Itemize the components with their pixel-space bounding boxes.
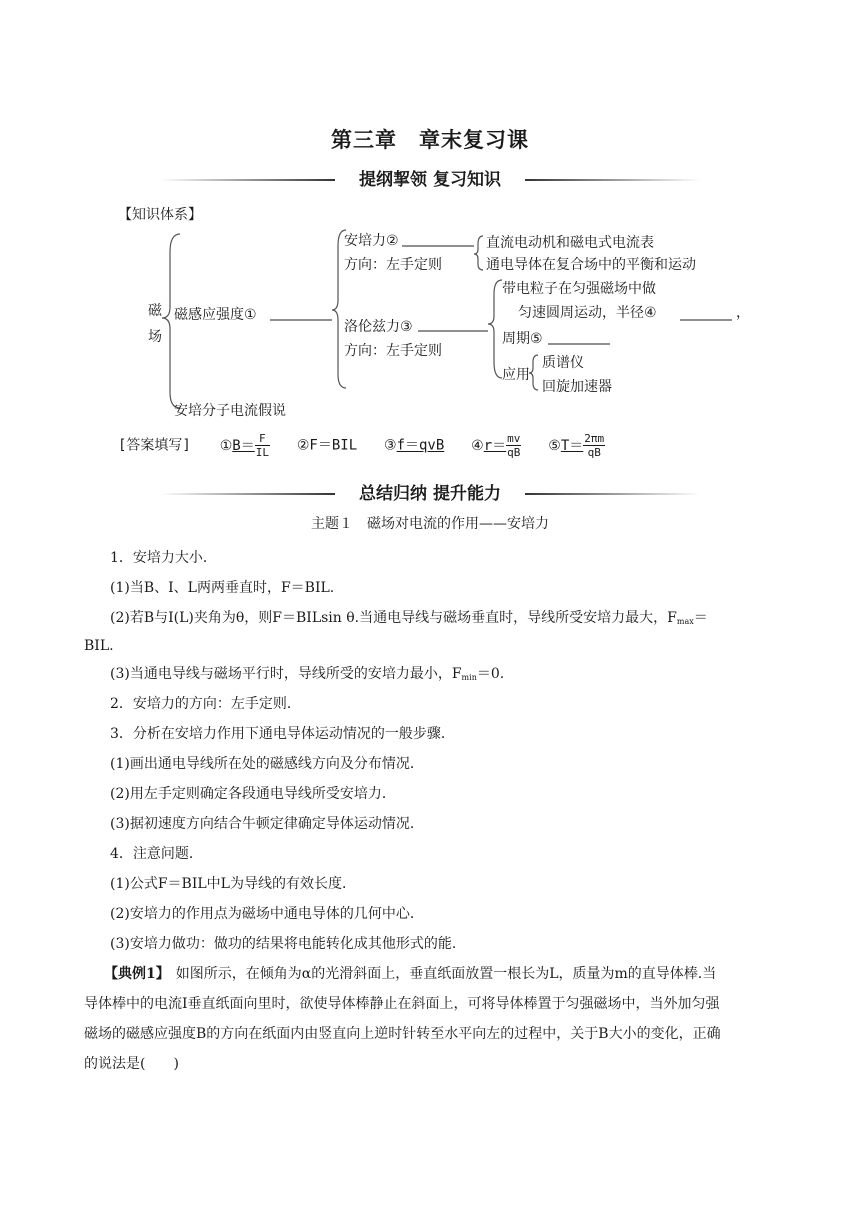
para-5: 2．安培力的方向：左手定则． — [110, 696, 301, 712]
para-2: (1)当B、I、L两两垂直时，F＝BIL. — [110, 580, 335, 596]
example-tag: 【典例1】 — [104, 966, 170, 982]
para-6: 3．分析在安培力作用下通电导体运动情况的一般步骤． — [110, 726, 455, 742]
section-divider-right — [525, 179, 700, 181]
node-charged-line2: 匀速圆周运动，半径④ — [518, 305, 657, 321]
answer-5: ⑤T＝ $\frac{2\pi m}{qB}$ — [548, 432, 605, 459]
para-4: (3)当通电导线与磁场平行时，导线所受的安培力最小，$F_{min}=0$. — [110, 666, 505, 682]
section-title: 提纲挈领 复习知识 — [359, 170, 501, 190]
para-3: (2)若B与I(L)夹角为θ，则F＝BILsin θ.当通电导线与磁场垂直时，导线所受安培力最大，$F_{max}=$ — [110, 610, 708, 626]
node-lorentz-force: 洛伦兹力③ — [344, 319, 413, 335]
section-title: 总结归纳 提升能力 — [359, 484, 501, 504]
node-app-motor: 直流电动机和磁电式电流表 — [486, 235, 654, 251]
section-header-review — [120, 168, 740, 192]
node-period: 周期⑤ — [502, 331, 543, 347]
root-char-1: 磁 — [148, 303, 162, 319]
para-13: (3)安培力做功：做功的结果将电能转化成其他形式的能． — [110, 936, 466, 952]
para-7: (1)画出通电导线所在处的磁感线方向及分布情况． — [110, 756, 424, 772]
answer-label: [答案填写] — [118, 437, 191, 454]
node-app-composite: 通电导体在复合场中的平衡和运动 — [486, 257, 696, 273]
answer-line — [118, 432, 605, 459]
para-1: 1．安培力大小． — [110, 550, 217, 566]
node-cyclotron: 回旋加速器 — [542, 379, 612, 395]
answer-3: ③f＝qvB — [384, 437, 445, 454]
node-b-strength: 磁感应强度① — [174, 307, 257, 323]
para-11: (1)公式F＝BIL中L为导线的有效长度． — [110, 876, 356, 892]
node-hypothesis: 安培分子电流假说 — [174, 403, 286, 419]
section-divider-right — [525, 493, 700, 495]
example-line-2: 导体棒中的电流I垂直纸面向里时，欲使导体棒静止在斜面上，可将导体棒置于匀强磁场中，当外加匀强 — [84, 996, 720, 1012]
bracket-charged — [488, 280, 502, 378]
page-title: 第三章 章末复习课 — [331, 128, 529, 152]
node-ampere-direction: 方向：左手定则 — [344, 257, 442, 273]
node-lorentz-direction: 方向：左手定则 — [344, 343, 442, 359]
section-header-summary — [120, 482, 740, 506]
para-12: (2)安培力的作用点为磁场中通电导体的几何中心． — [110, 906, 424, 922]
node-ampere-force: 安培力② — [344, 233, 399, 249]
answer-2: ②F＝BIL — [296, 437, 358, 454]
node-comma: ， — [736, 305, 750, 321]
para-3-cont: BIL. — [84, 638, 114, 654]
node-spectrometer: 质谱仪 — [542, 355, 584, 371]
node-apply: 应用 — [502, 367, 530, 383]
example-line-4: 的说法是( ) — [84, 1056, 179, 1072]
example-line-1: 【典例1】 如图所示，在倾角为α的光滑斜面上，垂直纸面放置一根长为L，质量为m的直导体棒.当 — [104, 966, 717, 982]
para-8: (2)用左手定则确定各段通电导线所受安培力． — [110, 786, 396, 802]
answer-1: ①B＝ $\frac{F}{IL}$ — [219, 432, 269, 459]
para-9: (3)据初速度方向结合牛顿定律确定导体运动情况． — [110, 816, 424, 832]
answer-4: ④r＝ $\frac{mv}{qB}$ — [471, 432, 521, 459]
root-char-2: 场 — [148, 329, 162, 345]
node-charged-line1: 带电粒子在匀强磁场中做 — [502, 281, 656, 297]
knowledge-system-tag: 【知识体系】 — [118, 207, 202, 223]
para-10: 4．注意问题． — [110, 846, 203, 862]
bracket-app — [474, 236, 483, 270]
bracket-apply — [529, 355, 538, 390]
knowledge-diagram — [140, 222, 780, 422]
topic-heading: 主题１ 磁场对电流的作用——安培力 — [311, 516, 549, 532]
example-line-3: 磁场的磁感应强度B的方向在纸面内由竖直向上逆时针转至水平向左的过程中，关于B大小的变化，正确 — [84, 1026, 721, 1042]
